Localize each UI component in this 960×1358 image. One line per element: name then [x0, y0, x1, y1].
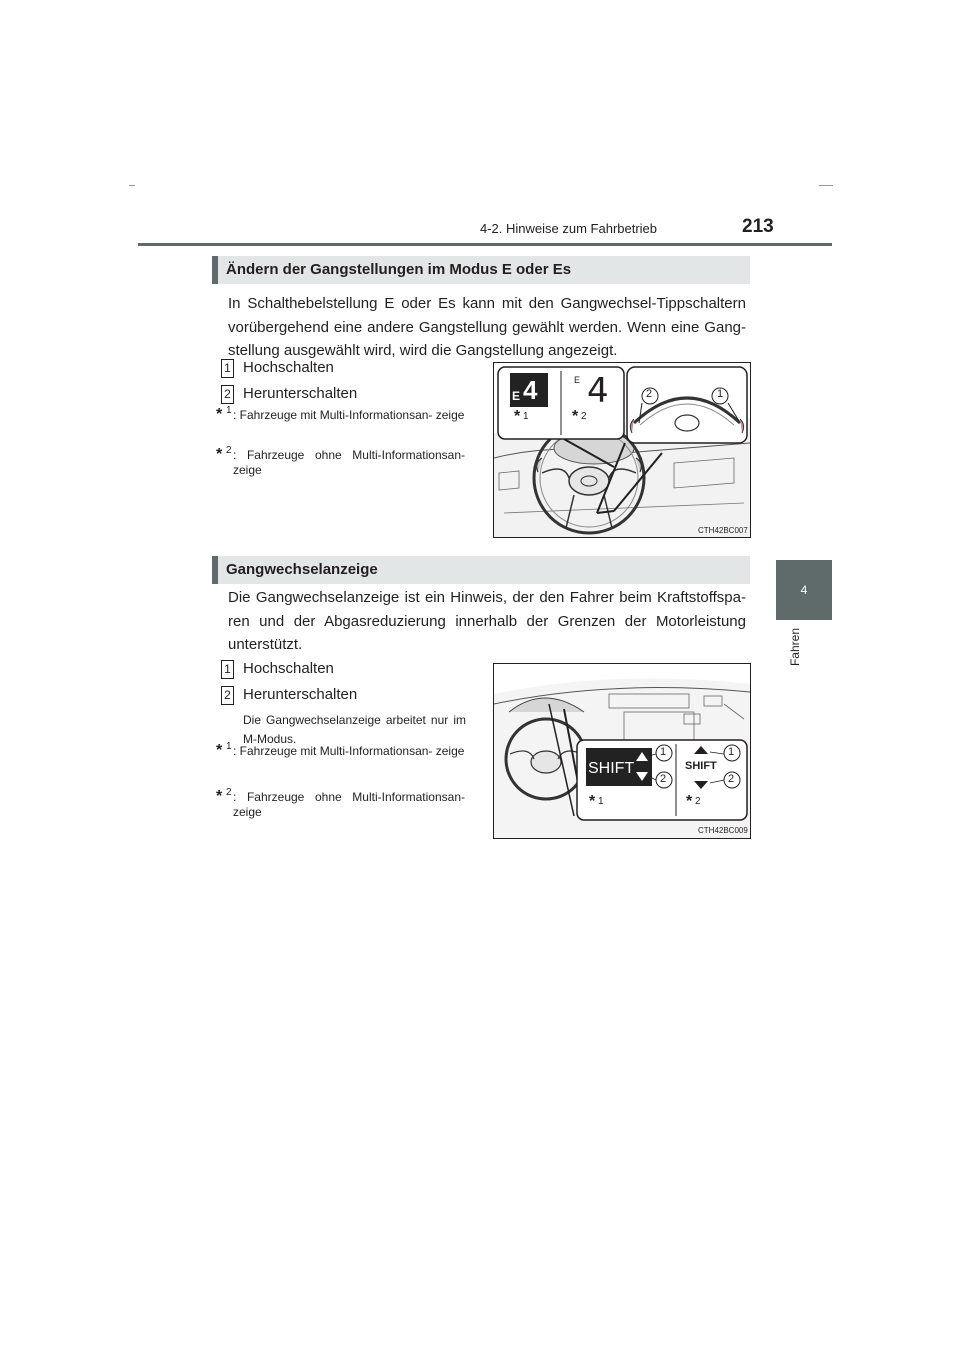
chapter-tab: 4	[776, 560, 832, 620]
figure-asterisk: *	[686, 793, 693, 810]
figure-asterisk-index: 2	[695, 796, 701, 807]
callout-number: 2	[221, 686, 234, 705]
callout-number: 1	[221, 660, 234, 679]
section-heading-shift-indicator	[212, 556, 750, 584]
callout-number: 2	[728, 773, 735, 785]
list-item	[221, 686, 471, 706]
list-item	[221, 359, 471, 379]
note-text: Die Gangwechselanzeige arbeitet nur im M-Modus.	[243, 713, 466, 746]
list-item	[221, 660, 471, 680]
footnote-text: : Fahrzeuge mit Multi-Informationsan- zeige	[233, 744, 465, 758]
running-header-chapter: 4-2. Hinweise zum Fahrbetrieb	[480, 221, 658, 236]
header-rule	[138, 243, 832, 246]
list-item-label: Herunterschalten	[243, 385, 358, 402]
section-heading-bar	[212, 556, 218, 584]
footnote-index: 1	[226, 741, 232, 752]
footnote-index: 2	[226, 445, 232, 456]
section-paragraph: Die Gangwechselanzeige ist ein Hinweis, der den Fahrer beim Kraftstoffspa- ren und der Abgasreduzierung innerhalb der Grenzen der Motorleistung unterstützt.	[228, 589, 746, 653]
figure-code: CTH42BC007	[698, 526, 748, 535]
figure-asterisk: *	[589, 793, 596, 810]
figure-asterisk-index: 2	[581, 411, 587, 422]
figure-asterisk-index: 1	[523, 411, 529, 422]
section-paragraph: In Schalthebelstellung E oder Es kann mit den Gangwechsel-Tippschaltern vorübergehend eine andere Gangstellung gewählt werden. Wenn eine Gang- stellung ausgewählt wird, wird die Gangstellung angezeigt.	[228, 295, 746, 359]
section-heading-title: Ändern der Gangstellungen im Modus E oder Es	[226, 261, 572, 278]
figure-asterisk: *	[514, 408, 521, 425]
footnote-text: : Fahrzeuge mit Multi-Informationsan- zeige	[233, 408, 465, 422]
callout-number: 1	[728, 746, 735, 758]
display-gear-digit: 4	[587, 371, 609, 411]
section-heading-bar	[212, 256, 218, 284]
section-heading-title: Gangwechselanzeige	[226, 561, 378, 578]
shift-indicator-label: SHIFT	[588, 760, 635, 777]
footnote-text: : Fahrzeuge ohne Multi-Informationsan- zeige	[233, 790, 465, 819]
footnote-asterisk: *	[216, 406, 223, 423]
callout-number: 2	[646, 388, 653, 400]
figure-shift-indicator	[493, 663, 751, 839]
footnote-text: : Fahrzeuge ohne Multi-Informationsan- zeige	[233, 448, 465, 477]
figure-paddle-shift	[493, 362, 751, 538]
callout-number: 1	[221, 359, 234, 378]
figure-code: CTH42BC009	[698, 826, 748, 835]
footnote-asterisk: *	[216, 446, 223, 463]
figure-shift-indicator-illustration	[494, 664, 750, 838]
crop-mark-left	[129, 185, 135, 186]
chapter-tab-label: Fahren	[788, 628, 802, 667]
section-heading-gear-change	[212, 256, 750, 284]
display-gear-letter: E	[574, 375, 581, 385]
callout-number: 2	[221, 385, 234, 404]
display-gear-digit: 4	[523, 375, 538, 405]
list-item-label: Hochschalten	[243, 660, 334, 677]
display-gear-letter: E	[512, 389, 521, 403]
callout-number: 1	[717, 388, 724, 400]
footnote-asterisk: *	[216, 742, 223, 759]
page-number: 213	[742, 216, 774, 237]
callout-number: 2	[660, 773, 667, 785]
figure-asterisk: *	[572, 408, 579, 425]
crop-mark-right	[819, 185, 833, 186]
footnote-index: 2	[226, 787, 232, 798]
shift-indicator-label: SHIFT	[685, 760, 717, 772]
list-item-label: Herunterschalten	[243, 686, 358, 703]
list-item	[221, 385, 471, 405]
figure-asterisk-index: 1	[598, 796, 604, 807]
callout-number: 1	[660, 746, 667, 758]
list-item-label: Hochschalten	[243, 359, 334, 376]
footnote-index: 1	[226, 405, 232, 416]
footnote-asterisk: *	[216, 788, 223, 805]
